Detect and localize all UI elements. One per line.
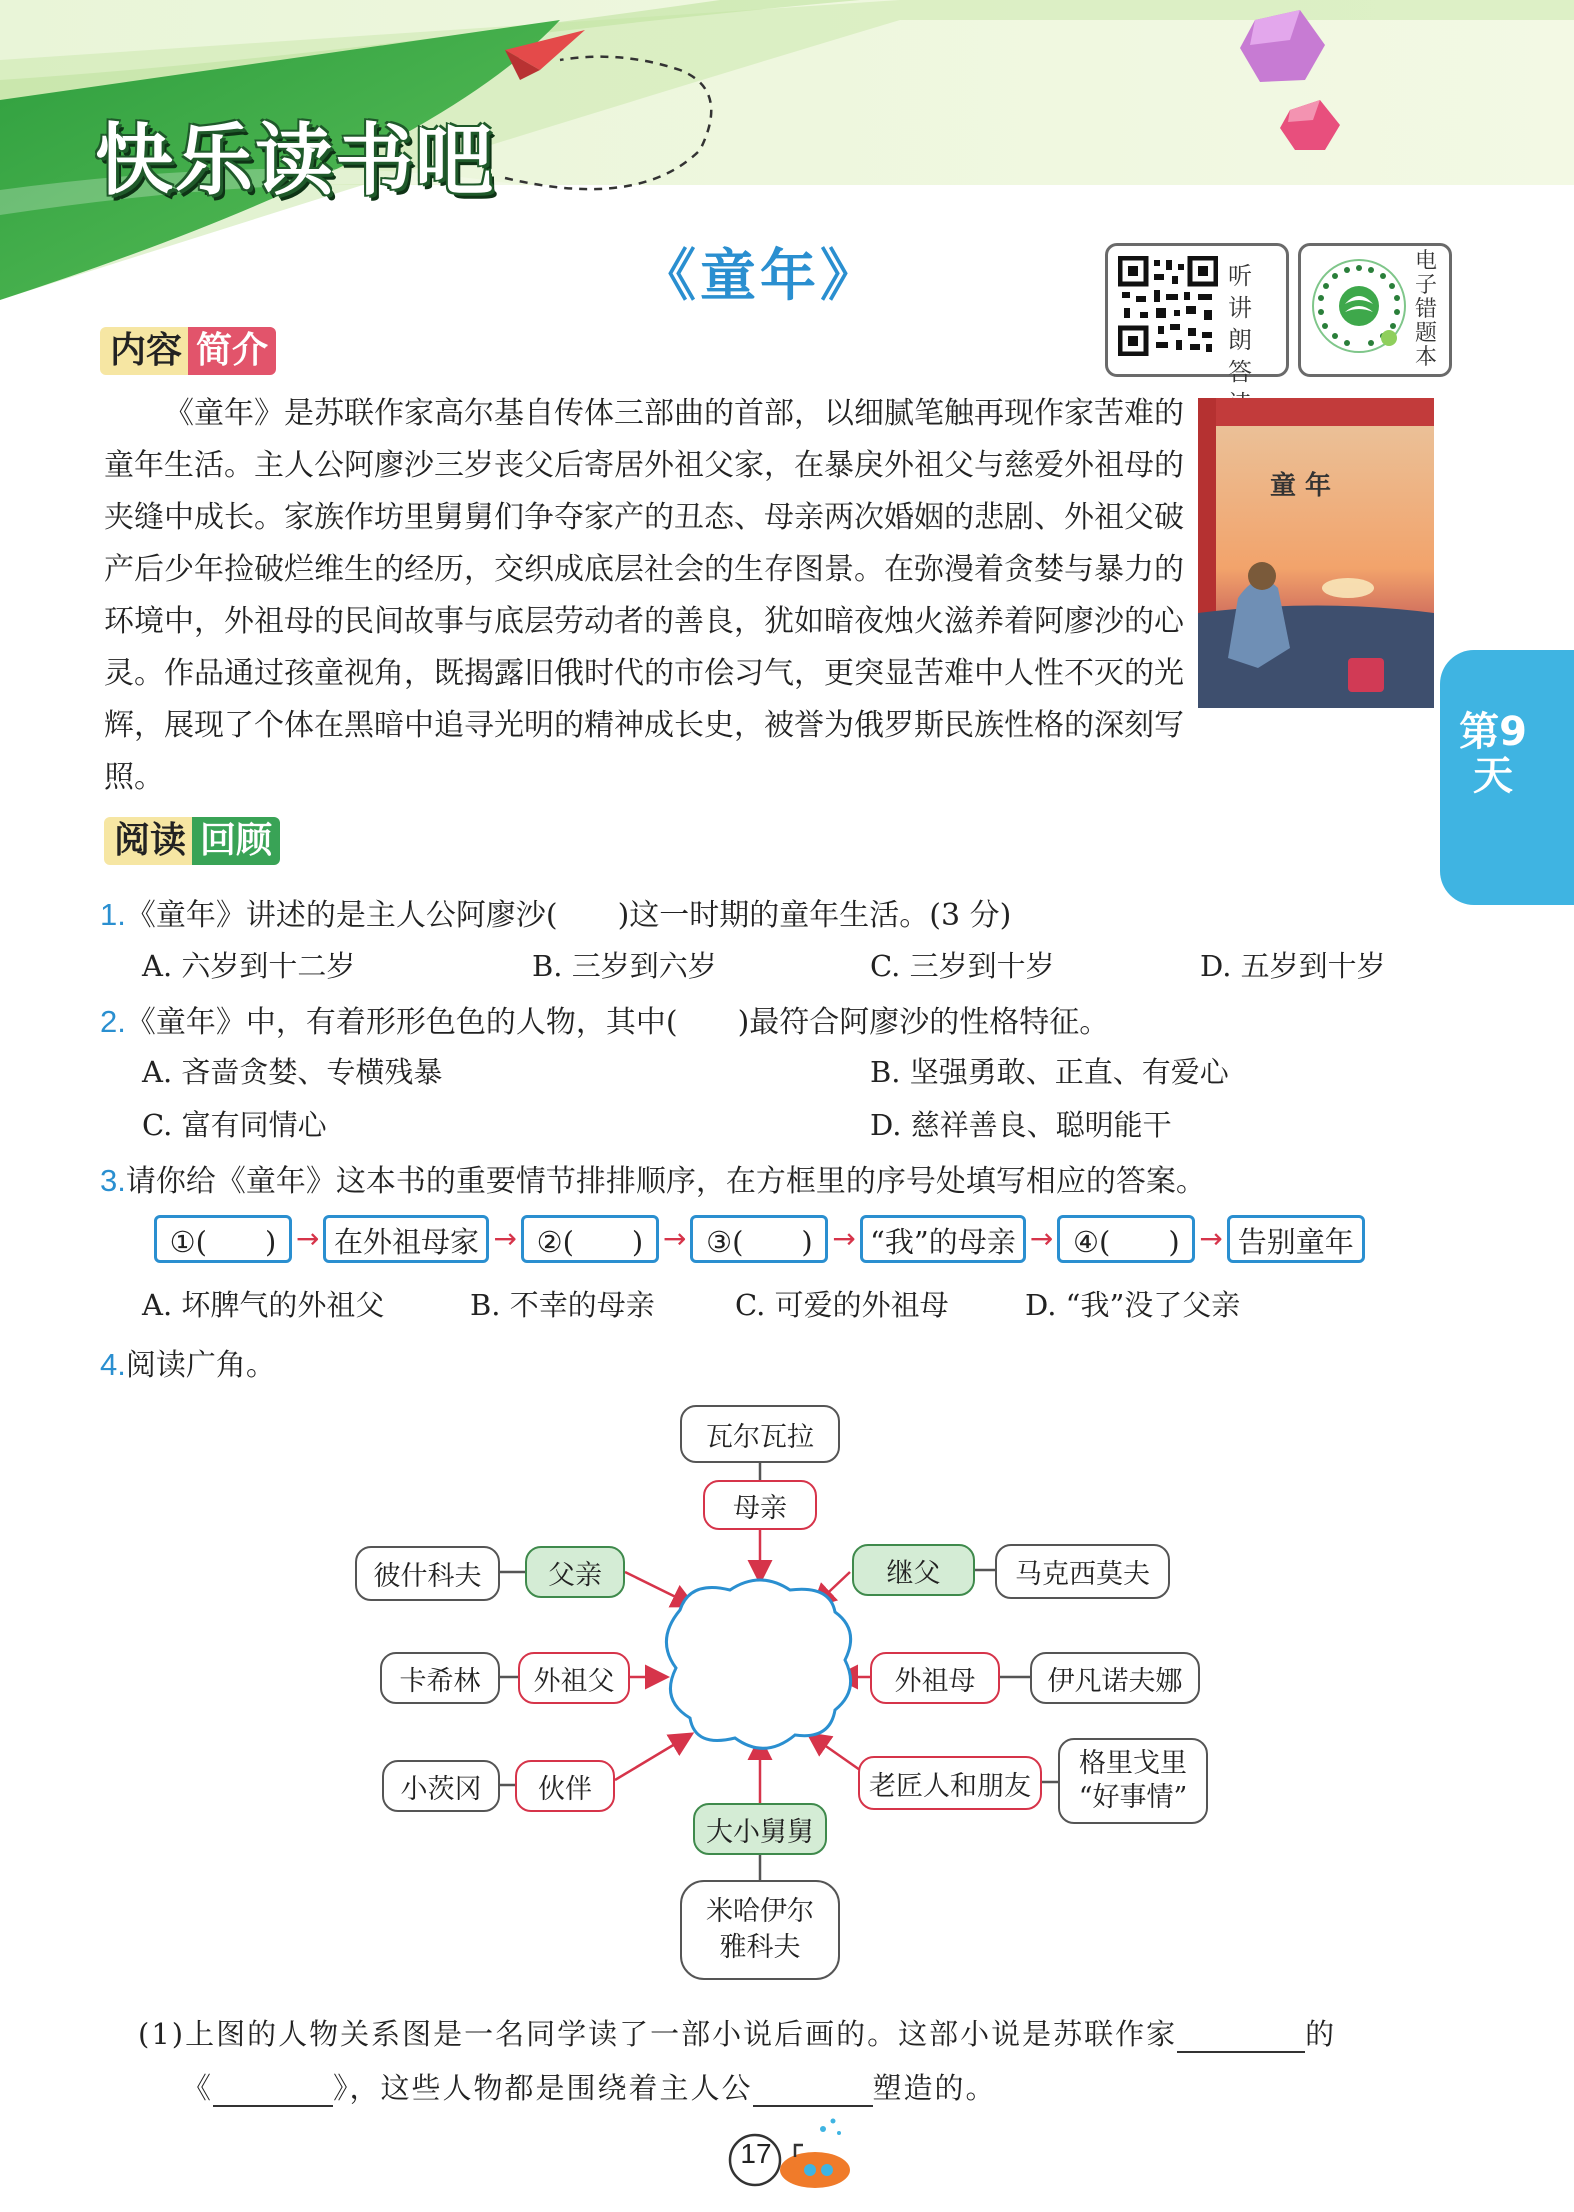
blank-book-title[interactable] [213, 2071, 333, 2107]
q2-option-a[interactable]: A. 吝啬贪婪、专横残暴 [142, 1055, 443, 1089]
question-4-number: 4. [100, 1347, 126, 1382]
question-4-text: 阅读广角。 [125, 1348, 276, 1383]
question-1-text: 《童年》讲述的是主人公阿廖沙( )这一时期的童年生活。(3 分) [125, 898, 1012, 933]
blank-author[interactable] [1177, 2017, 1305, 2053]
map-node-varvara: 瓦尔瓦拉 [680, 1405, 840, 1463]
q2-option-b[interactable]: B. 坚强勇敢、正直、有爱心 [870, 1055, 1229, 1089]
chain-slot-2[interactable]: ②( ) [521, 1215, 659, 1263]
map-node-peshkov: 彼什科夫 [355, 1546, 500, 1601]
map-node-grigory [1058, 1738, 1208, 1824]
banner-title: 快乐读书吧 [95, 116, 496, 206]
chain-arrow-icon: → [296, 1222, 320, 1255]
q1-option-a[interactable]: A. 六岁到十二岁 [142, 949, 356, 983]
map-node-ivanovna: 伊凡诺夫娜 [1030, 1652, 1200, 1704]
review-heading-a: 阅读 [104, 817, 192, 865]
chain-step-my-mother: “我”的母亲 [860, 1215, 1026, 1263]
qr-audio-label: 听讲朗答 [1228, 262, 1258, 386]
map-node-uncles: 大小舅舅 [693, 1803, 827, 1855]
book-title: 《童年》 [640, 244, 880, 309]
map-node-grigory-line2: “好事情” [1078, 1782, 1188, 1813]
q2-option-c[interactable]: C. 富有同情心 [142, 1108, 327, 1142]
q3-option-a: A. 坏脾气的外祖父 [142, 1288, 385, 1322]
map-node-craftsman-friends: 老匠人和朋友 [858, 1756, 1042, 1810]
map-node-father: 父亲 [525, 1546, 625, 1598]
chain-step-grandma-home: 在外祖母家 [323, 1215, 489, 1263]
q1-option-b[interactable]: B. 三岁到六岁 [532, 949, 717, 983]
intro-heading-a: 内容 [100, 327, 188, 375]
map-node-mikhail-line2: 雅科夫 [719, 1932, 801, 1963]
chain-arrow-icon: → [1029, 1222, 1054, 1255]
chain-arrow-icon: → [1199, 1222, 1223, 1255]
review-heading-b: 回顾 [192, 817, 280, 865]
chain-arrow-icon: → [832, 1222, 856, 1255]
map-node-grandmother: 外祖母 [870, 1652, 1000, 1704]
question-1-number: 1. [100, 897, 126, 932]
map-node-gypsy: 小茨冈 [382, 1760, 500, 1812]
map-node-kashirin: 卡希林 [380, 1652, 500, 1704]
q1-option-c[interactable]: C. 三岁到十岁 [870, 949, 1055, 983]
fill-question-text-5: 塑造的。 [872, 2071, 997, 2105]
chain-slot-4[interactable]: ④( ) [1057, 1215, 1195, 1263]
fill-question-text-3: 《 [182, 2071, 214, 2105]
fill-question-line-2 [182, 2066, 997, 2107]
question-2-text: 《童年》中，有着形形色色的人物，其中( )最符合阿廖沙的性格特征。 [125, 1005, 1110, 1040]
center-cloud-shape [666, 1580, 850, 1748]
fill-question-text-4: 》，这些人物都是围绕着主人公 [333, 2071, 753, 2105]
qr-error-book-label: 电子错题本 [1415, 249, 1438, 370]
fill-question-line-1 [138, 2012, 1336, 2053]
chain-step-farewell: 告别童年 [1227, 1215, 1365, 1263]
fill-question-text-1: (1)上图的人物关系图是一名同学读了一部小说后画的。这部小说是苏联作家 [138, 2017, 1178, 2051]
chain-slot-1[interactable]: ①( ) [154, 1215, 292, 1263]
map-node-mikhail-line1: 米哈伊尔 [706, 1896, 814, 1927]
map-node-mikhail-yakov [680, 1880, 840, 1980]
chain-arrow-icon: → [493, 1222, 517, 1255]
q3-option-d: D. “我”没了父亲 [1025, 1288, 1241, 1322]
question-3-text: 请你给《童年》这本书的重要情节排排顺序，在方框里的序号处填写相应的答案。 [125, 1164, 1206, 1199]
map-node-mother: 母亲 [703, 1480, 817, 1530]
intro-heading-b: 简介 [188, 327, 276, 375]
fill-question-text-2: 的 [1305, 2017, 1337, 2051]
map-node-maksimov: 马克西莫夫 [995, 1544, 1170, 1599]
map-node-stepfather: 继父 [852, 1544, 975, 1596]
map-node-grigory-line1: 格里戈里 [1079, 1748, 1187, 1779]
blank-protagonist[interactable] [753, 2071, 873, 2107]
map-node-grandfather: 外祖父 [518, 1652, 630, 1704]
map-node-companion: 伙伴 [515, 1760, 615, 1812]
day-side-tab-label: 第9天 [1459, 709, 1527, 799]
chain-arrow-icon: → [662, 1222, 687, 1255]
q3-option-c: C. 可爱的外祖母 [735, 1288, 949, 1322]
question-2-number: 2. [100, 1004, 126, 1039]
book-cover-title: 童 年 [1270, 471, 1332, 501]
chain-slot-3[interactable]: ③( ) [690, 1215, 828, 1263]
page-number: 17 [740, 2138, 772, 2169]
q2-option-d[interactable]: D. 慈祥善良、聪明能干 [870, 1108, 1172, 1142]
question-3-number: 3. [100, 1163, 126, 1198]
q3-option-b: B. 不幸的母亲 [470, 1288, 655, 1322]
intro-paragraph: 《童年》是苏联作家高尔基自传体三部曲的首部，以细腻笔触再现作家苦难的童年生活。主人公阿廖沙三岁丧父后寄居外祖父家，在暴戾外祖父与慈爱外祖母的夹缝中成长。家族作坊里舅舅们争夺家产的丑态、母亲两次婚姻的悲剧、外祖父破产后少年捡破烂维生的经历，交织成底层社会的生存图景。在弥漫着贪婪与暴力的环境中，外祖母的民间故事与底层劳动者的善良，犹如暗夜烛火滋养着阿廖沙的心灵。作品通过孩童视角，既揭露旧俄时代的市侩习气，更突显苦难中人性不灭的光辉，展现了个体在黑暗中追寻光明的精神成长史，被誉为俄罗斯民族性格的深刻写照。 [104, 396, 1184, 795]
q1-option-d[interactable]: D. 五岁到十岁 [1200, 949, 1386, 983]
